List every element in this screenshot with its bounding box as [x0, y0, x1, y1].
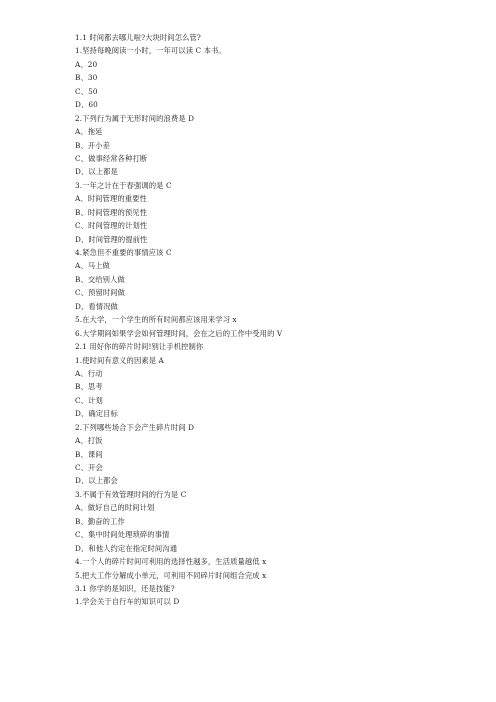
option: D、时间管理的提前性: [75, 234, 148, 244]
question: 3.不属于有效管理时间的行为是 C: [75, 489, 187, 499]
option: D、以上都会: [75, 476, 118, 486]
option: A、做好自己的时间计划: [75, 503, 155, 513]
question: 4.一个人的碎片时间可利用的选择性越多，生活质量越低 x: [75, 557, 267, 567]
option: B、时间管理的预见性: [75, 207, 148, 217]
option: D、和他人约定在指定时间沟通: [75, 543, 178, 553]
option: B、思考: [75, 382, 103, 392]
document-page: [75, 31, 475, 609]
option: A、行动: [75, 368, 103, 378]
option: C、预留时间做: [75, 288, 126, 298]
option: C、开会: [75, 463, 103, 472]
question: 6.大学期间如果学会如何管理时间，会在之后的工作中受用的 V: [75, 328, 283, 338]
option: C、时间管理的计划性: [75, 221, 148, 231]
section-heading: 1.1 时间都去哪儿啦?大块时间怎么管?: [75, 33, 201, 42]
option: A、20: [75, 59, 98, 69]
option: B、勤奋的工作: [75, 516, 125, 526]
question: 2.下列哪些场合下会产生碎片时间 D: [75, 422, 195, 432]
question: 1.学会关于自行车的知识可以 D: [75, 597, 180, 607]
option: C、计划: [75, 395, 103, 405]
section-heading: 2.1 用好你的碎片时间!别让手机控制你: [75, 342, 204, 352]
question: 1.使时间有意义的因素是 A: [75, 355, 164, 365]
option: D、60: [75, 100, 98, 110]
option: B、30: [75, 73, 98, 83]
question: 3.一年之计在于春强调的是 C: [75, 180, 172, 190]
question: 2.下列行为属于无形时间的浪费是 D: [75, 113, 195, 123]
option: C、集中时间处理琐碎的事情: [75, 530, 170, 540]
option: C、做事经常各种打断: [75, 153, 148, 163]
option: D、看情况做: [75, 301, 118, 311]
option: B、开小差: [75, 140, 111, 150]
option: D、确定目标: [75, 409, 118, 419]
option: A、马上做: [75, 261, 110, 271]
option: A、打饭: [75, 436, 103, 446]
question: 5.把大工作分解成小单元，可利用不同碎片时间组合完成 x: [75, 570, 267, 580]
option: A、时间管理的重要性: [75, 194, 147, 204]
option: C、50: [75, 86, 98, 96]
question: 4.紧急但不重要的事情应该 C: [75, 248, 172, 257]
option: D、以上都是: [75, 167, 118, 177]
question: 1.坚持每晚阅读一小时，一年可以读 C 本书。: [75, 46, 226, 56]
option: A、拖延: [75, 127, 103, 137]
option: B、交给别人做: [75, 274, 125, 284]
question: 5.在大学，一个学生的所有时间都应该用来学习 x: [75, 315, 237, 325]
option: B、课间: [75, 449, 103, 459]
section-heading: 3.1 你学的是知识，还是技能?: [75, 583, 175, 593]
